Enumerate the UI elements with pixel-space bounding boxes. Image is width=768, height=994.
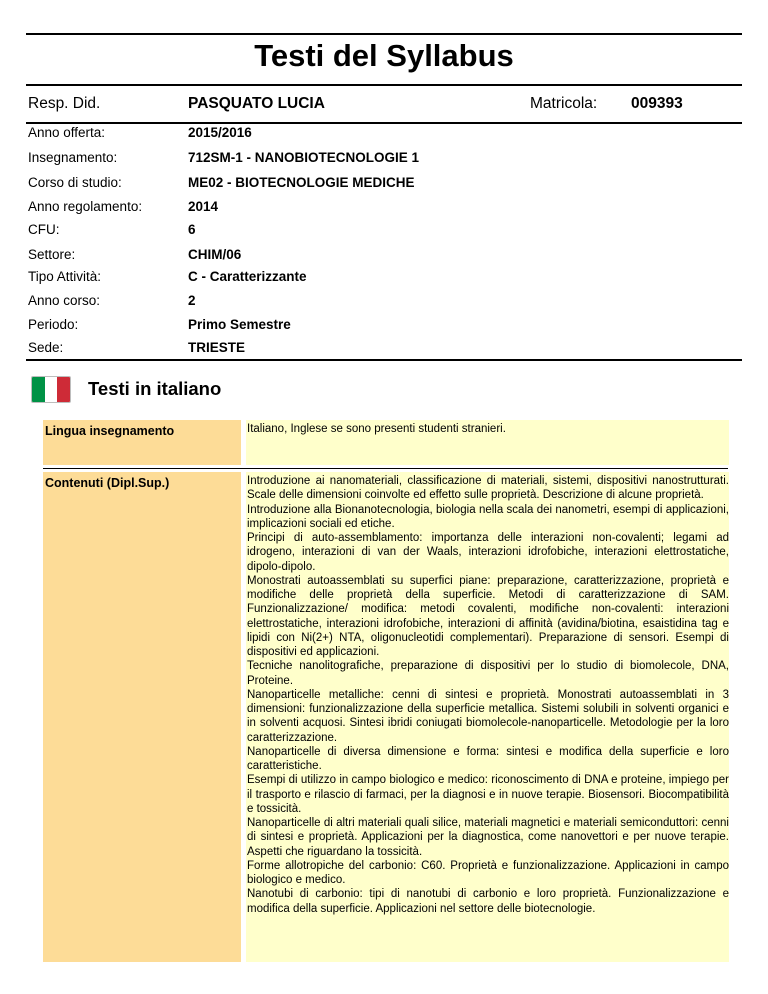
info-row-corso-di-studio xyxy=(28,172,740,194)
contenuti-paragraph: Nanotubi di carbonio: tipi di nanotubi di carbonio e loro proprietà. Funzionalizzazione e modifica della superficie. Applicazioni nel settore delle biotecnologie. xyxy=(247,888,729,915)
info-label: Anno regolamento: xyxy=(28,199,143,214)
info-row-tipo-attivita xyxy=(28,266,740,288)
info-label: Insegnamento: xyxy=(28,150,118,165)
info-label: CFU: xyxy=(28,222,60,237)
contenuti-paragraph: Monostrati autoassemblati su superfici piane: preparazione, caratterizzazione, proprietà e modifiche delle proprietà della superficie. Metodi di caratterizzazione di SAM. Funzionalizzazione/ modifica: metodi covalenti, modifiche non-covalenti: interazioni elettrostatiche, interazioni idrofobiche, interazioni di affinità (avidina/biotina, esaistidina tag e lipidi con Ni(2+) NTA, oligonucleotidi complementari). Preparazione di sensori. Esempi di dispositivi ed applicazioni. xyxy=(247,574,729,658)
lingua-insegnamento-label: Lingua insegnamento xyxy=(43,420,241,465)
contenuti-paragraph: Introduzione ai nanomateriali, classificazione di materiali, sistemi, dispositivi nanostrutturati. Scale delle dimensioni coinvolte ed effetto sulle proprietà. Descrizione di alcune proprietà. xyxy=(247,475,729,502)
info-value: TRIESTE xyxy=(188,340,246,355)
page-title: Testi del Syllabus xyxy=(254,38,514,73)
top-rule xyxy=(26,33,742,35)
info-label: Tipo Attività: xyxy=(28,269,102,284)
title-bottom-rule xyxy=(26,84,742,86)
lingua-insegnamento-value: Italiano, Inglese se sono presenti studenti stranieri. xyxy=(246,420,729,465)
info-value: CHIM/06 xyxy=(188,247,242,262)
contenuti-paragraph: Nanoparticelle metalliche: cenni di sintesi e proprietà. Monostrati autoassemblati in 3 dimensioni: funzionalizzazione della superficie metallica. Sistemi solubili in solventi organici e in solventi acquosi. Sintesi ibridi coniugati biomolecole-nanoparticelle. Metodologie per la loro caratterizzazione. xyxy=(247,688,729,744)
info-row-insegnamento xyxy=(28,147,740,169)
info-value: C - Caratterizzante xyxy=(188,269,307,284)
contenuti-paragraph: Principi di auto-assemblamento: importanza delle interazioni non-covalenti; legami ad idrogeno, interazioni di van der Waals, interazioni idrofobiche, interazioni elettrostatiche, dipolo-dipolo. xyxy=(247,532,729,573)
info-label: Periodo: xyxy=(28,317,79,332)
info-value: Primo Semestre xyxy=(188,317,291,332)
flag-red-stripe xyxy=(57,377,70,402)
info-label: Anno corso: xyxy=(28,293,101,308)
info-row-periodo xyxy=(28,314,740,336)
info-row-sede xyxy=(28,337,740,359)
matricola-value: 009393 xyxy=(631,95,683,112)
flag-green-stripe xyxy=(32,377,45,402)
italian-flag-icon xyxy=(31,376,71,403)
resp-did-name: PASQUATO LUCIA xyxy=(188,95,325,112)
info-row-anno-regolamento xyxy=(28,196,740,218)
contenuti-paragraph: Forme allotropiche del carbonio: C60. Proprietà e funzionalizzazione. Applicazioni in campo biologico e medico. xyxy=(247,859,729,886)
info-value: 2015/2016 xyxy=(188,125,252,140)
resp-did-label: Resp. Did. xyxy=(28,95,101,112)
info-bottom-rule xyxy=(26,359,742,361)
contenuti-paragraph: Introduzione alla Bionanotecnologia, biologia nella scala dei nanometri, esempi di applicazioni, implicazioni sociali ed etiche. xyxy=(247,503,729,530)
info-value: 2014 xyxy=(188,199,219,214)
contenuti-paragraph: Nanoparticelle di altri materiali quali silice, materiali magnetici e materiali semiconduttori: cenni di sintesi e proprietà. Applicazioni per la diagnostica, come nanovettori e per nuove terapie. Aspetti che riguardano la tossicità. xyxy=(247,817,729,858)
info-row-cfu xyxy=(28,219,740,241)
info-label: Anno offerta: xyxy=(28,125,106,140)
info-label: Sede: xyxy=(28,340,64,355)
info-row-settore xyxy=(28,244,740,266)
contenuti-paragraph: Tecniche nanolitografiche, preparazione di dispositivi per lo studio di biomolecole, DNA, Proteine. xyxy=(247,660,729,687)
info-row-anno-offerta xyxy=(28,122,740,144)
info-label: Settore: xyxy=(28,247,76,262)
section-title: Testi in italiano xyxy=(88,378,222,399)
contenuti-paragraph: Nanoparticelle di diversa dimensione e forma: sintesi e modifica della superficie e loro caratteristiche. xyxy=(247,745,729,772)
flag-white-stripe xyxy=(45,377,58,402)
info-value: 712SM-1 - NANOBIOTECNOLOGIE 1 xyxy=(188,150,420,165)
info-value: 6 xyxy=(188,222,196,237)
info-label: Corso di studio: xyxy=(28,175,122,190)
info-row-anno-corso xyxy=(28,290,740,312)
contenuti-value xyxy=(246,472,729,962)
info-value: 2 xyxy=(188,293,196,308)
lingua-separator xyxy=(43,468,728,469)
info-value: ME02 - BIOTECNOLOGIE MEDICHE xyxy=(188,175,415,190)
contenuti-label: Contenuti (Dipl.Sup.) xyxy=(43,472,241,962)
matricola-label: Matricola: xyxy=(530,95,598,112)
contenuti-paragraph: Esempi di utilizzo in campo biologico e medico: riconoscimento di DNA e proteine, impiego per il trasporto e rilascio di farmaci, per la diagnosi e in nuove terapie. Biosensori. Biocompatibilità e tossicità. xyxy=(247,774,729,815)
